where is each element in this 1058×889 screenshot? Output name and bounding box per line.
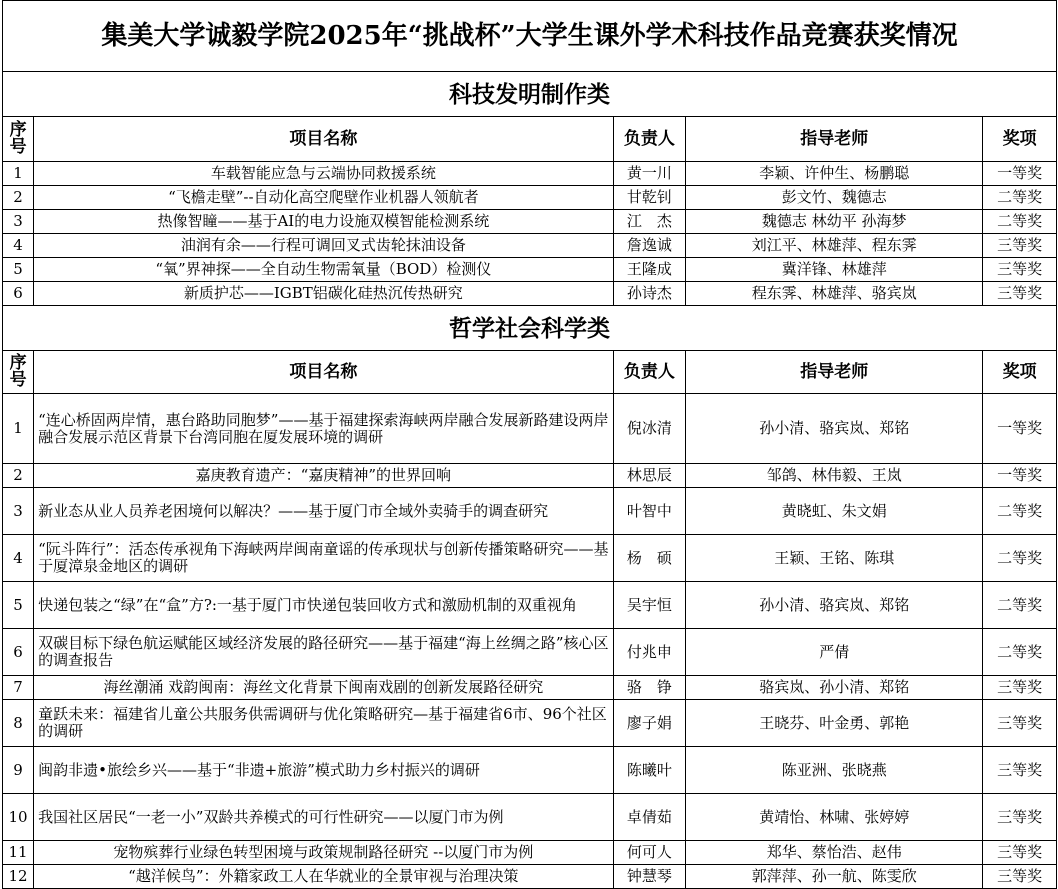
project-advisors: 黄靖怡、林啸、张婷婷 <box>686 794 983 841</box>
project-name: “阮斗阵行”：活态传承视角下海峡两岸闽南童谣的传承现状与创新传播策略研究——基于厦漳泉金地区的调研 <box>34 535 613 582</box>
award-level: 三等奖 <box>983 234 1057 258</box>
row-number: 3 <box>3 210 34 234</box>
table-row <box>3 747 1057 794</box>
project-leader: 黄一川 <box>613 162 686 186</box>
row-number: 1 <box>3 394 34 464</box>
project-leader: 倪冰清 <box>613 394 686 464</box>
project-advisors: 程东霁、林雄萍、骆宾岚 <box>686 282 983 306</box>
row-number: 6 <box>3 282 34 306</box>
project-name: “飞檐走壁”--自动化高空爬壁作业机器人领航者 <box>34 186 613 210</box>
award-level: 三等奖 <box>983 700 1057 747</box>
table-row <box>3 629 1057 676</box>
award-level: 三等奖 <box>983 794 1057 841</box>
award-level: 一等奖 <box>983 464 1057 488</box>
table-row <box>3 794 1057 841</box>
header-leader: 负责人 <box>613 351 686 394</box>
project-name: “越洋候鸟”：外籍家政工人在华就业的全景审视与治理决策 <box>34 865 613 889</box>
table-row <box>3 394 1057 464</box>
title-row <box>3 1 1057 72</box>
project-leader: 詹逸诚 <box>613 234 686 258</box>
table-row <box>3 210 1057 234</box>
project-advisors: 黄晓虹、朱文娟 <box>686 488 983 535</box>
project-name: 热像智瞳——基于AI的电力设施双模智能检测系统 <box>34 210 613 234</box>
project-name: 快递包装之“绿”在“盒”方?:一基于厦门市快递包装回收方式和激励机制的双重视角 <box>34 582 613 629</box>
table-row <box>3 582 1057 629</box>
row-number: 2 <box>3 186 34 210</box>
row-number: 4 <box>3 535 34 582</box>
table-row <box>3 464 1057 488</box>
project-leader: 付兆申 <box>613 629 686 676</box>
award-level: 三等奖 <box>983 676 1057 700</box>
row-number: 6 <box>3 629 34 676</box>
project-name: 双碳目标下绿色航运赋能区域经济发展的路径研究——基于福建“海上丝绸之路”核心区的调查报告 <box>34 629 613 676</box>
row-number: 9 <box>3 747 34 794</box>
header-project: 项目名称 <box>34 117 613 162</box>
project-leader: 杨 硕 <box>613 535 686 582</box>
award-level: 二等奖 <box>983 629 1057 676</box>
award-level: 一等奖 <box>983 394 1057 464</box>
table-row <box>3 865 1057 889</box>
table-row <box>3 488 1057 535</box>
project-advisors: 孙小清、骆宾岚、郑铭 <box>686 394 983 464</box>
project-name: 闽韵非遗•旅绘乡兴——基于“非遗+旅游”模式助力乡村振兴的调研 <box>34 747 613 794</box>
table-row <box>3 282 1057 306</box>
project-advisors: 王颖、王铭、陈琪 <box>686 535 983 582</box>
project-leader: 钟慧琴 <box>613 865 686 889</box>
project-name: 童跃未来：福建省儿童公共服务供需调研与优化策略研究—基于福建省6市、96个社区的调研 <box>34 700 613 747</box>
header-leader: 负责人 <box>613 117 686 162</box>
header-award: 奖项 <box>983 351 1057 394</box>
table-row <box>3 676 1057 700</box>
project-advisors: 冀洋锋、林雄萍 <box>686 258 983 282</box>
table-row <box>3 258 1057 282</box>
table-row <box>3 535 1057 582</box>
project-advisors: 骆宾岚、孙小清、郑铭 <box>686 676 983 700</box>
project-advisors: 郭萍萍、孙一航、陈雯欣 <box>686 865 983 889</box>
table-row <box>3 841 1057 865</box>
project-leader: 孙诗杰 <box>613 282 686 306</box>
project-leader: 陈曦叶 <box>613 747 686 794</box>
project-advisors: 魏德志 林幼平 孙海梦 <box>686 210 983 234</box>
award-level: 三等奖 <box>983 841 1057 865</box>
award-level: 三等奖 <box>983 747 1057 794</box>
project-name: “氧”界神探——全自动生物需氧量（BOD）检测仪 <box>34 258 613 282</box>
award-level: 三等奖 <box>983 282 1057 306</box>
row-number: 5 <box>3 582 34 629</box>
project-advisors: 陈亚洲、张晓燕 <box>686 747 983 794</box>
project-leader: 卓倩茹 <box>613 794 686 841</box>
project-name: “连心桥固两岸情，惠台路助同胞梦”——基于福建探索海峡两岸融合发展新路建设两岸融合发展示范区背景下台湾同胞在厦发展环境的调研 <box>34 394 613 464</box>
award-level: 二等奖 <box>983 488 1057 535</box>
project-name: 宠物殡葬行业绿色转型困境与政策规制路径研究 --以厦门市为例 <box>34 841 613 865</box>
project-name: 嘉庚教育遗产：“嘉庚精神”的世界回响 <box>34 464 613 488</box>
award-level: 二等奖 <box>983 186 1057 210</box>
section-row <box>3 72 1057 117</box>
row-number: 12 <box>3 865 34 889</box>
section-row <box>3 306 1057 351</box>
row-number: 10 <box>3 794 34 841</box>
project-advisors: 孙小清、骆宾岚、郑铭 <box>686 582 983 629</box>
header-advisors: 指导老师 <box>686 351 983 394</box>
award-level: 三等奖 <box>983 258 1057 282</box>
header-row <box>3 117 1057 162</box>
project-leader: 江 杰 <box>613 210 686 234</box>
awards-table <box>2 0 1057 889</box>
project-leader: 骆 铮 <box>613 676 686 700</box>
table-row <box>3 186 1057 210</box>
row-number: 8 <box>3 700 34 747</box>
row-number: 1 <box>3 162 34 186</box>
project-leader: 叶智中 <box>613 488 686 535</box>
project-leader: 甘乾钊 <box>613 186 686 210</box>
project-leader: 王隆成 <box>613 258 686 282</box>
award-level: 二等奖 <box>983 535 1057 582</box>
project-advisors: 王晓芬、叶金勇、郭艳 <box>686 700 983 747</box>
project-name: 新业态从业人员养老困境何以解决？——基于厦门市全域外卖骑手的调查研究 <box>34 488 613 535</box>
award-level: 二等奖 <box>983 210 1057 234</box>
header-no: 序号 <box>3 117 34 162</box>
project-name: 海丝潮涌 戏韵闽南：海丝文化背景下闽南戏剧的创新发展路径研究 <box>34 676 613 700</box>
project-leader: 廖子娟 <box>613 700 686 747</box>
award-level: 三等奖 <box>983 865 1057 889</box>
table-row <box>3 700 1057 747</box>
project-leader: 林思辰 <box>613 464 686 488</box>
page-title: 集美大学诚毅学院2025年“挑战杯”大学生课外学术科技作品竞赛获奖情况 <box>3 1 1057 72</box>
row-number: 3 <box>3 488 34 535</box>
project-name: 新质护芯——IGBT铝碳化硅热沉传热研究 <box>34 282 613 306</box>
row-number: 4 <box>3 234 34 258</box>
project-advisors: 邹鸽、林伟毅、王岚 <box>686 464 983 488</box>
row-number: 11 <box>3 841 34 865</box>
project-name: 油润有余——行程可调回叉式齿轮抹油设备 <box>34 234 613 258</box>
project-name: 我国社区居民“一老一小”双龄共养模式的可行性研究——以厦门市为例 <box>34 794 613 841</box>
header-advisors: 指导老师 <box>686 117 983 162</box>
table-row <box>3 234 1057 258</box>
project-advisors: 刘江平、林雄萍、程东霁 <box>686 234 983 258</box>
project-advisors: 郑华、蔡怡浩、赵伟 <box>686 841 983 865</box>
section-title: 科技发明制作类 <box>3 72 1057 117</box>
project-leader: 吴宇恒 <box>613 582 686 629</box>
header-award: 奖项 <box>983 117 1057 162</box>
row-number: 5 <box>3 258 34 282</box>
header-row <box>3 351 1057 394</box>
project-name: 车载智能应急与云端协同救援系统 <box>34 162 613 186</box>
row-number: 2 <box>3 464 34 488</box>
section-title: 哲学社会科学类 <box>3 306 1057 351</box>
header-project: 项目名称 <box>34 351 613 394</box>
row-number: 7 <box>3 676 34 700</box>
project-leader: 何可人 <box>613 841 686 865</box>
project-advisors: 严倩 <box>686 629 983 676</box>
award-level: 二等奖 <box>983 582 1057 629</box>
header-no: 序号 <box>3 351 34 394</box>
table-row <box>3 162 1057 186</box>
project-advisors: 彭文竹、魏德志 <box>686 186 983 210</box>
award-level: 一等奖 <box>983 162 1057 186</box>
project-advisors: 李颖、许仲生、杨鹏聪 <box>686 162 983 186</box>
